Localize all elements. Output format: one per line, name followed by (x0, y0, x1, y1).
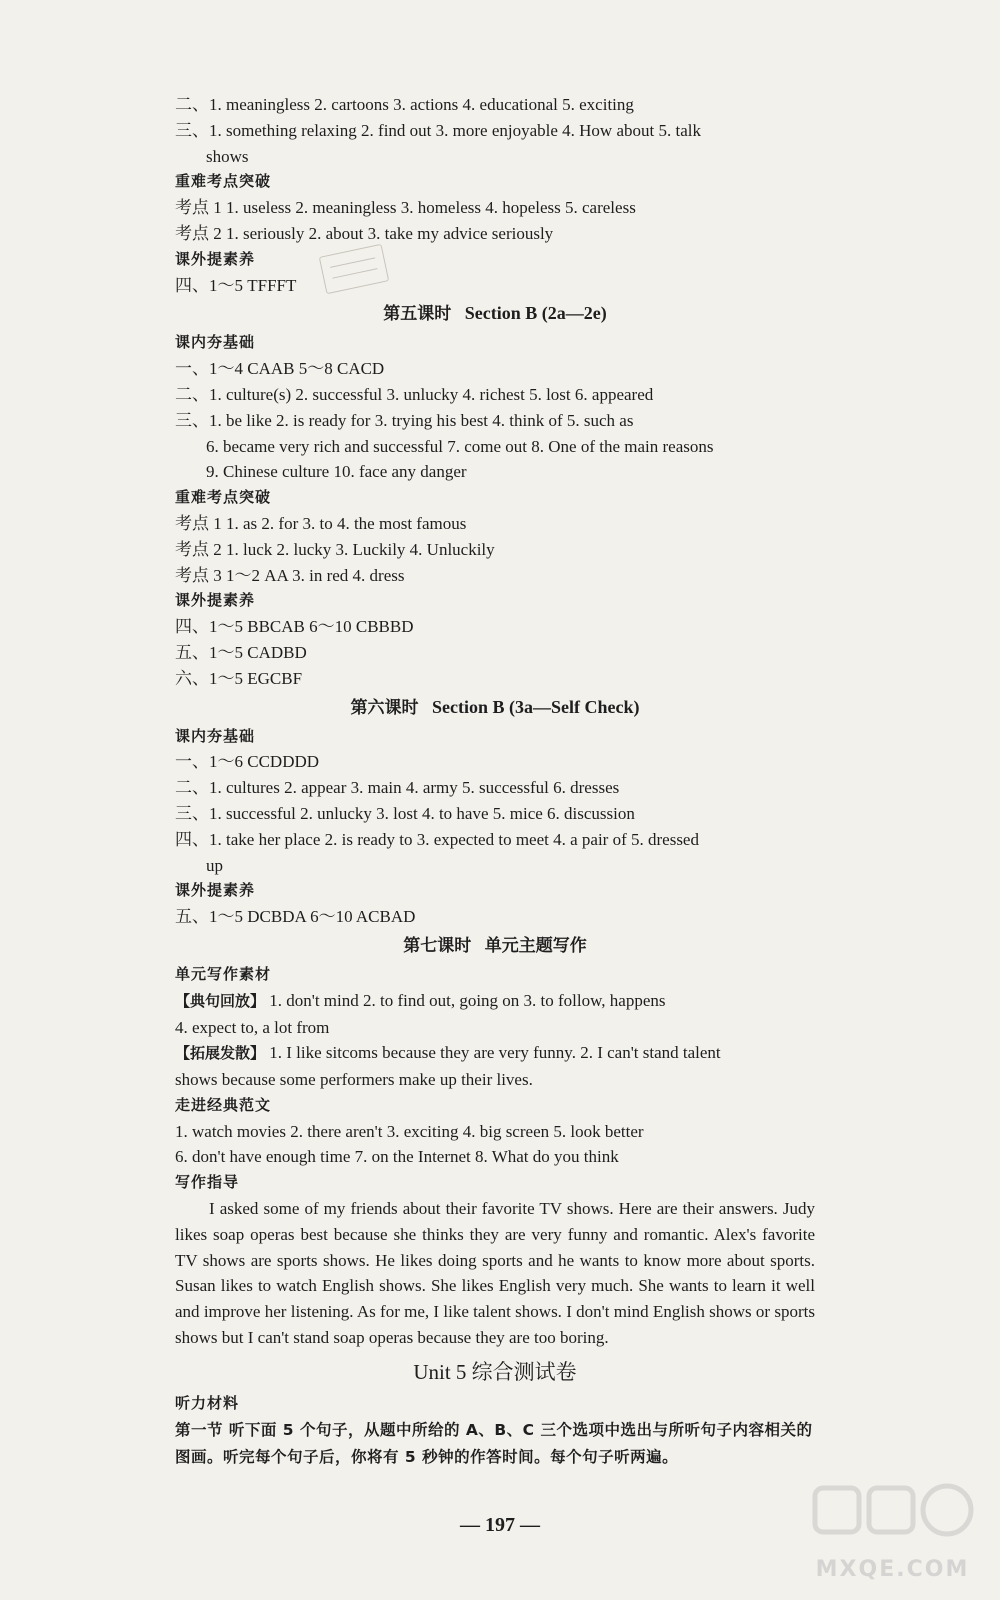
answer-line: 五、1～5 DCBDA 6～10 ACBAD (175, 907, 416, 927)
answer-line: 9. Chinese culture 10. face any danger (206, 462, 467, 482)
unit-title: Unit 5 综合测试卷 (413, 1359, 577, 1384)
answer-line: 四、1～5 BBCAB 6～10 CBBBD (175, 617, 414, 637)
answer-line: 6. became very rich and successful 7. come out 8. One of the main reasons (206, 436, 714, 456)
bracket-tag: 【拓展发散】 (175, 1044, 266, 1063)
answer-line: 考点 1 1. useless 2. meaningless 3. homeless 4. hopeless 5. careless (175, 198, 636, 218)
section-heading: 走进经典范文 (175, 1095, 272, 1114)
lesson-title-cn: 第五课时 (383, 304, 452, 325)
bracket-tag: 【典句回放】 (175, 991, 266, 1010)
section-heading: 课外提素养 (175, 249, 256, 268)
answer-line: 六、1～5 EGCBF (175, 668, 303, 688)
answer-line: 二、1. meaningless 2. cartoons 3. actions 4. educational 5. exciting (175, 95, 634, 114)
lesson-title (175, 693, 815, 723)
answer-line: 考点 1 1. as 2. for 3. to 4. the most famous (175, 513, 467, 533)
answer-line: 考点 2 1. seriously 2. about 3. take my advice seriously (175, 223, 554, 243)
section-heading: 重难考点突破 (175, 488, 272, 507)
essay-paragraph: I asked some of my friends about their favorite TV shows. Here are their answers. Judy likes soap operas best because she thinks they are very funny and romantic. Alex's favorite TV shows are sports shows. He likes doing sports and he wants to know more about sports. Susan likes to watch English shows. She likes English very much. She wants to learn it well and improve her listening. As for me, I like talent shows. I don't mind English shows or sports shows but I can't stand soap operas because they are too boring. (175, 1199, 815, 1348)
answer-line: 一、1～4 CAAB 5～8 CACD (175, 359, 385, 379)
answer-line: shows (206, 146, 249, 166)
section-heading: 听力材料 (175, 1393, 240, 1412)
section-heading: 课内夯基础 (175, 333, 256, 352)
answer-line: shows because some performers make up their lives. (175, 1070, 533, 1090)
answer-line: 四、1. take her place 2. is ready to 3. expected to meet 4. a pair of 5. dressed (175, 829, 699, 849)
watermark-logo (795, 1480, 990, 1590)
answer-line: 考点 3 1～2 AA 3. in red 4. dress (175, 565, 405, 585)
answer-line (175, 1040, 815, 1067)
section-heading: 课外提素养 (175, 591, 256, 610)
answer-line: 6. don't have enough time 7. on the Internet 8. What do you think (175, 1147, 619, 1167)
listening-instruction: 第一节 听下面 5 个句子，从题中所给的 A、B、C 三个选项中选出与所听句子内容相关的图画。听完每个句子后，你将有 5 秒钟的作答时间。每个句子听两遍。 (175, 1420, 813, 1466)
answer-text: 1. don't mind 2. to find out, going on 3. to follow, happens (269, 990, 666, 1010)
answer-line (175, 988, 815, 1015)
answer-line: 四、1～5 TFFFT (175, 275, 297, 295)
lesson-title (175, 931, 815, 961)
page-number: — 197 — (460, 1514, 540, 1536)
answer-line: 4. expect to, a lot from (175, 1017, 330, 1037)
watermark-logo-icon (795, 1480, 990, 1560)
lesson-title-en: Section B (3a—Self Check) (432, 696, 640, 717)
lesson-title-cn: 第六课时 (350, 697, 419, 718)
section-heading: 课外提素养 (175, 881, 256, 900)
section-heading: 课内夯基础 (175, 726, 256, 745)
answer-line: 三、1. be like 2. is ready for 3. trying his best 4. think of 5. such as (175, 410, 634, 430)
lesson-title-en: Section B (2a—2e) (464, 303, 607, 324)
section-heading: 重难考点突破 (175, 172, 272, 191)
lesson-title-cn: 第七课时 (403, 935, 472, 956)
answer-line: 三、1. something relaxing 2. find out 3. more enjoyable 4. How about 5. talk (175, 120, 701, 140)
answer-text: 1. I like sitcoms because they are very funny. 2. I can't stand talent (269, 1043, 721, 1063)
answer-page (175, 92, 815, 1471)
answer-line: 二、1. cultures 2. appear 3. main 4. army 5. successful 6. dresses (175, 778, 620, 798)
watermark-text: MXQE.COM (815, 1557, 970, 1582)
section-heading: 单元写作素材 (175, 964, 272, 983)
lesson-title-topic: 单元主题写作 (484, 935, 587, 956)
answer-line: 二、1. culture(s) 2. successful 3. unlucky 4. richest 5. lost 6. appeared (175, 384, 654, 404)
answer-line: 1. watch movies 2. there aren't 3. exciting 4. big screen 5. look better (175, 1121, 644, 1141)
section-heading: 写作指导 (175, 1173, 240, 1192)
lesson-title (175, 299, 815, 329)
answer-line: 五、1～5 CADBD (175, 642, 307, 662)
answer-line: up (206, 855, 223, 875)
answer-line: 一、1～6 CCDDDD (175, 752, 320, 772)
answer-line: 考点 2 1. luck 2. lucky 3. Luckily 4. Unluckily (175, 539, 495, 559)
answer-line: 三、1. successful 2. unlucky 3. lost 4. to have 5. mice 6. discussion (175, 803, 635, 823)
